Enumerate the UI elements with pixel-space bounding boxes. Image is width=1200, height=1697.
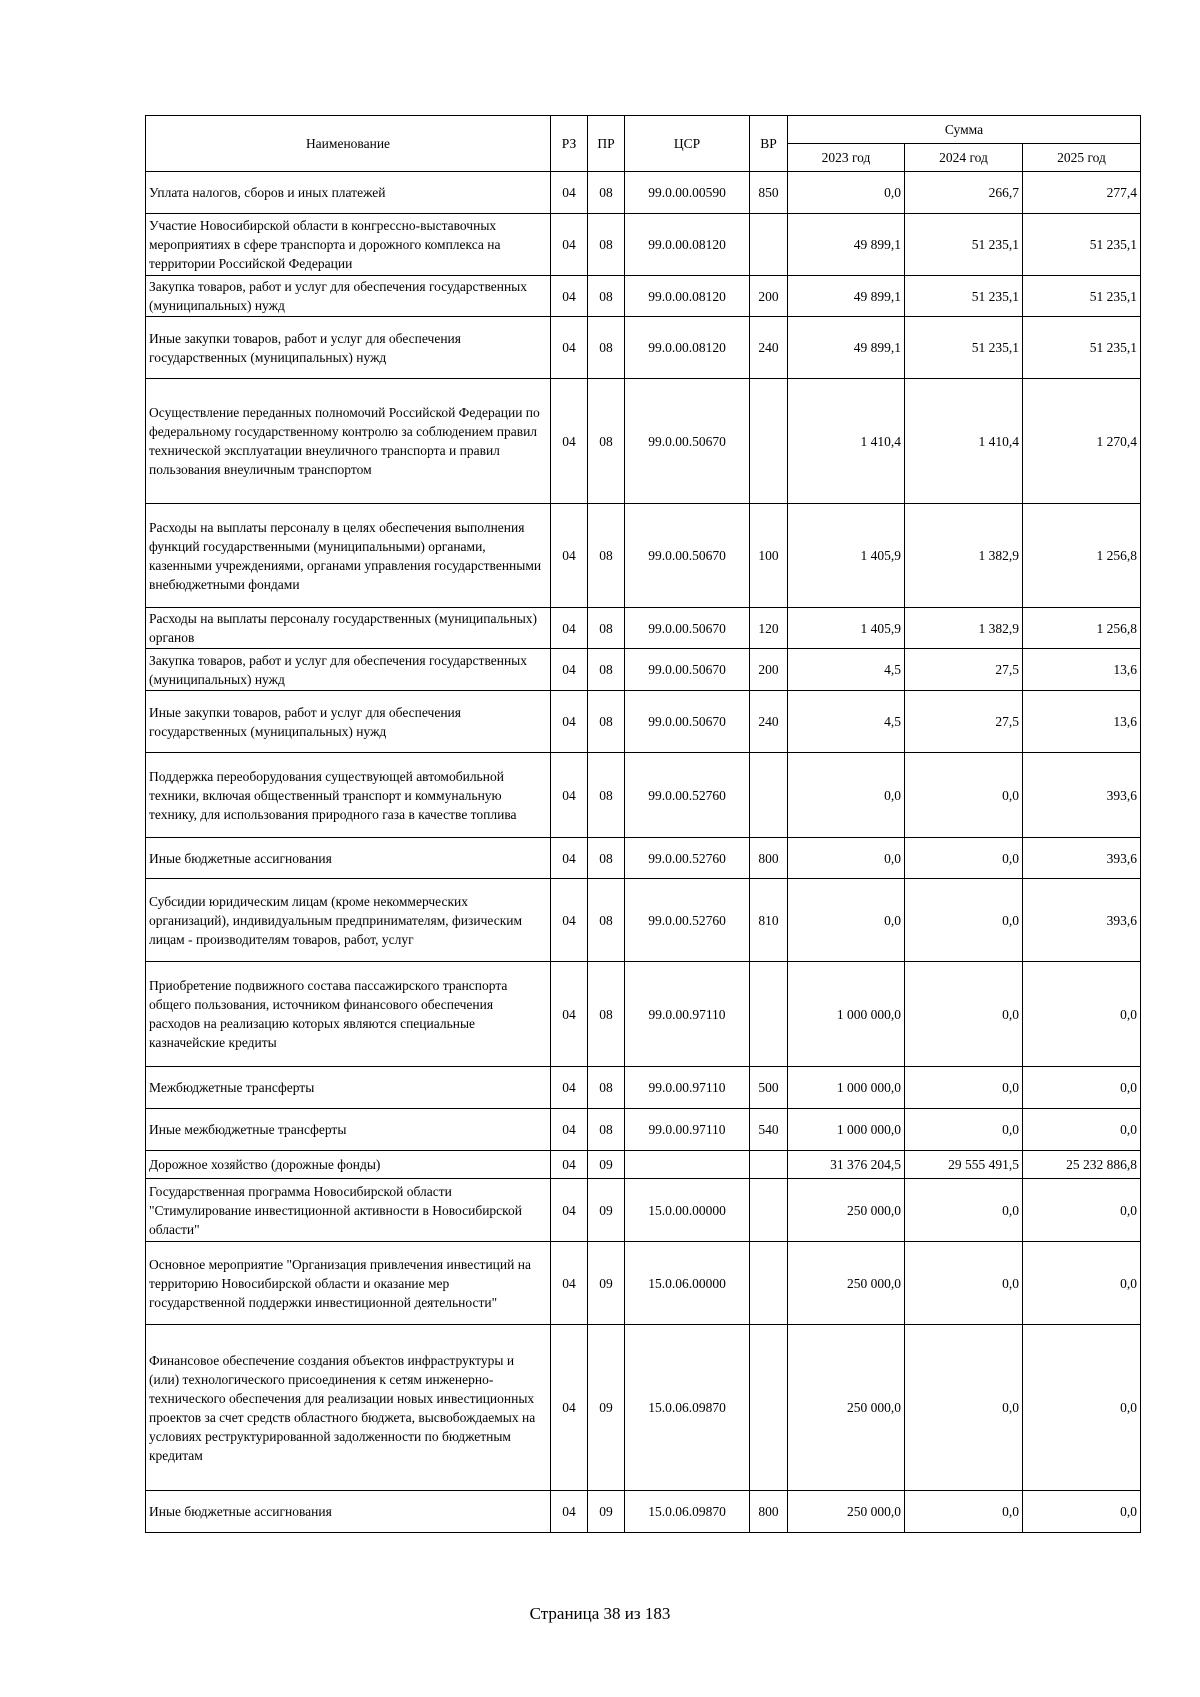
cell-2023: 250 000,0	[788, 1179, 905, 1242]
cell-name: Приобретение подвижного состава пассажирского транспорта общего пользования, источником финансового обеспечения расходов на реализацию которых являются специальные казначейские кредиты	[146, 962, 551, 1067]
cell-pr: 08	[588, 608, 625, 649]
cell-csr: 99.0.00.50670	[625, 608, 750, 649]
cell-pr: 08	[588, 1067, 625, 1109]
cell-2024: 0,0	[905, 879, 1023, 962]
cell-2025: 1 270,4	[1023, 379, 1141, 504]
table-row	[146, 214, 1141, 276]
cell-rz: 04	[551, 753, 588, 838]
cell-pr: 08	[588, 649, 625, 691]
cell-rz: 04	[551, 1179, 588, 1242]
cell-rz: 04	[551, 1491, 588, 1533]
cell-csr: 99.0.00.08120	[625, 276, 750, 317]
cell-name: Закупка товаров, работ и услуг для обеспечения государственных (муниципальных) нужд	[146, 649, 551, 691]
cell-pr: 09	[588, 1151, 625, 1179]
table-body	[146, 172, 1141, 1533]
cell-csr: 99.0.00.97110	[625, 1067, 750, 1109]
cell-csr: 99.0.00.52760	[625, 879, 750, 962]
cell-2023: 1 405,9	[788, 504, 905, 608]
cell-2025: 51 235,1	[1023, 317, 1141, 379]
table-row	[146, 962, 1141, 1067]
cell-2025: 393,6	[1023, 838, 1141, 879]
cell-pr: 08	[588, 879, 625, 962]
cell-csr: 99.0.00.52760	[625, 753, 750, 838]
cell-vr: 200	[750, 276, 788, 317]
cell-name: Расходы на выплаты персоналу государственных (муниципальных) органов	[146, 608, 551, 649]
cell-2025: 0,0	[1023, 1242, 1141, 1325]
cell-csr: 99.0.00.50670	[625, 691, 750, 753]
cell-rz: 04	[551, 276, 588, 317]
cell-pr: 08	[588, 172, 625, 214]
cell-2024: 27,5	[905, 649, 1023, 691]
cell-2025: 0,0	[1023, 1179, 1141, 1242]
cell-2023: 1 405,9	[788, 608, 905, 649]
cell-name: Осуществление переданных полномочий Российской Федерации по федеральному государственному контролю за соблюдением правил технической эксплуатации внеуличного транспорта и правил пользования внеуличным транспортом	[146, 379, 551, 504]
cell-name: Поддержка переоборудования существующей автомобильной техники, включая общественный транспорт и коммунальную технику, для использования природного газа в качестве топлива	[146, 753, 551, 838]
cell-vr	[750, 214, 788, 276]
cell-csr: 99.0.00.08120	[625, 317, 750, 379]
cell-2023: 49 899,1	[788, 276, 905, 317]
table-row	[146, 276, 1141, 317]
cell-pr: 08	[588, 838, 625, 879]
cell-rz: 04	[551, 317, 588, 379]
table-row	[146, 1179, 1141, 1242]
table-row	[146, 1109, 1141, 1151]
cell-name: Иные бюджетные ассигнования	[146, 838, 551, 879]
cell-vr: 800	[750, 1491, 788, 1533]
table-row	[146, 1067, 1141, 1109]
cell-name: Иные межбюджетные трансферты	[146, 1109, 551, 1151]
cell-name: Основное мероприятие "Организация привлечения инвестиций на территорию Новосибирской области и оказание мер государственной поддержки инвестиционной деятельности"	[146, 1242, 551, 1325]
cell-2024: 51 235,1	[905, 214, 1023, 276]
cell-2024: 0,0	[905, 962, 1023, 1067]
cell-2025: 393,6	[1023, 879, 1141, 962]
cell-rz: 04	[551, 691, 588, 753]
cell-name: Иные бюджетные ассигнования	[146, 1491, 551, 1533]
cell-rz: 04	[551, 962, 588, 1067]
cell-2024: 27,5	[905, 691, 1023, 753]
cell-2025: 393,6	[1023, 753, 1141, 838]
cell-2023: 1 000 000,0	[788, 962, 905, 1067]
cell-vr: 240	[750, 691, 788, 753]
table-row	[146, 753, 1141, 838]
cell-pr: 08	[588, 317, 625, 379]
cell-2025: 25 232 886,8	[1023, 1151, 1141, 1179]
cell-csr	[625, 1151, 750, 1179]
cell-rz: 04	[551, 608, 588, 649]
cell-pr: 09	[588, 1491, 625, 1533]
cell-2024: 266,7	[905, 172, 1023, 214]
cell-rz: 04	[551, 172, 588, 214]
cell-2025: 0,0	[1023, 1067, 1141, 1109]
cell-vr: 810	[750, 879, 788, 962]
table-row	[146, 1491, 1141, 1533]
cell-csr: 99.0.00.52760	[625, 838, 750, 879]
cell-2023: 4,5	[788, 649, 905, 691]
cell-vr	[750, 379, 788, 504]
cell-csr: 15.0.00.00000	[625, 1179, 750, 1242]
header-year-2023: 2023 год	[788, 144, 905, 172]
cell-2023: 0,0	[788, 838, 905, 879]
cell-vr	[750, 1325, 788, 1491]
cell-rz: 04	[551, 1151, 588, 1179]
cell-2025: 0,0	[1023, 1491, 1141, 1533]
table-row	[146, 317, 1141, 379]
cell-2024: 51 235,1	[905, 317, 1023, 379]
header-vr: ВР	[750, 116, 788, 172]
cell-pr: 08	[588, 504, 625, 608]
cell-2025: 1 256,8	[1023, 608, 1141, 649]
cell-csr: 99.0.00.50670	[625, 379, 750, 504]
table-row	[146, 1325, 1141, 1491]
cell-pr: 08	[588, 214, 625, 276]
cell-vr	[750, 1242, 788, 1325]
table-row	[146, 879, 1141, 962]
cell-2025: 0,0	[1023, 1109, 1141, 1151]
table-row	[146, 649, 1141, 691]
cell-2023: 250 000,0	[788, 1242, 905, 1325]
cell-pr: 09	[588, 1325, 625, 1491]
cell-2024: 51 235,1	[905, 276, 1023, 317]
cell-pr: 08	[588, 962, 625, 1067]
cell-name: Дорожное хозяйство (дорожные фонды)	[146, 1151, 551, 1179]
cell-name: Субсидии юридическим лицам (кроме некоммерческих организаций), индивидуальным предпринимателям, физическим лицам - производителям товаров, работ, услуг	[146, 879, 551, 962]
cell-rz: 04	[551, 1325, 588, 1491]
cell-2023: 31 376 204,5	[788, 1151, 905, 1179]
cell-csr: 15.0.06.00000	[625, 1242, 750, 1325]
cell-csr: 15.0.06.09870	[625, 1491, 750, 1533]
cell-pr: 08	[588, 691, 625, 753]
cell-name: Участие Новосибирской области в конгрессно-выставочных мероприятиях в сфере транспорта и дорожного комплекса на территории Российской Федерации	[146, 214, 551, 276]
cell-2024: 0,0	[905, 1325, 1023, 1491]
cell-rz: 04	[551, 1242, 588, 1325]
cell-rz: 04	[551, 879, 588, 962]
header-sum: Сумма	[788, 116, 1141, 144]
cell-2024: 0,0	[905, 1067, 1023, 1109]
cell-csr: 99.0.00.97110	[625, 962, 750, 1067]
cell-vr	[750, 1151, 788, 1179]
header-row-top	[146, 116, 1141, 144]
cell-2023: 49 899,1	[788, 214, 905, 276]
cell-2024: 1 382,9	[905, 608, 1023, 649]
cell-2023: 49 899,1	[788, 317, 905, 379]
cell-rz: 04	[551, 649, 588, 691]
cell-name: Уплата налогов, сборов и иных платежей	[146, 172, 551, 214]
cell-vr: 800	[750, 838, 788, 879]
cell-vr: 540	[750, 1109, 788, 1151]
table-row	[146, 608, 1141, 649]
cell-2025: 51 235,1	[1023, 214, 1141, 276]
cell-2023: 1 410,4	[788, 379, 905, 504]
cell-vr	[750, 1179, 788, 1242]
cell-rz: 04	[551, 214, 588, 276]
cell-2023: 0,0	[788, 753, 905, 838]
cell-csr: 99.0.00.97110	[625, 1109, 750, 1151]
cell-2025: 13,6	[1023, 649, 1141, 691]
cell-2024: 1 410,4	[905, 379, 1023, 504]
cell-csr: 99.0.00.00590	[625, 172, 750, 214]
cell-2025: 13,6	[1023, 691, 1141, 753]
header-name: Наименование	[146, 116, 551, 172]
cell-2025: 1 256,8	[1023, 504, 1141, 608]
table-row	[146, 379, 1141, 504]
cell-pr: 08	[588, 379, 625, 504]
cell-2023: 0,0	[788, 172, 905, 214]
cell-name: Закупка товаров, работ и услуг для обеспечения государственных (муниципальных) нужд	[146, 276, 551, 317]
cell-name: Расходы на выплаты персоналу в целях обеспечения выполнения функций государственными (муниципальными) органами, казенными учреждениями, органами управления государственными внебюджетными фондами	[146, 504, 551, 608]
cell-vr: 100	[750, 504, 788, 608]
table-row	[146, 172, 1141, 214]
header-pr: ПР	[588, 116, 625, 172]
cell-2024: 1 382,9	[905, 504, 1023, 608]
cell-2025: 0,0	[1023, 1325, 1141, 1491]
cell-vr: 850	[750, 172, 788, 214]
table-row	[146, 504, 1141, 608]
header-year-2025: 2025 год	[1023, 144, 1141, 172]
cell-2023: 0,0	[788, 879, 905, 962]
cell-csr: 15.0.06.09870	[625, 1325, 750, 1491]
cell-2023: 250 000,0	[788, 1325, 905, 1491]
page-number: Страница 38 из 183	[529, 1604, 671, 1623]
table-row	[146, 1151, 1141, 1179]
header-rz: РЗ	[551, 116, 588, 172]
cell-2024: 0,0	[905, 1491, 1023, 1533]
cell-name: Финансовое обеспечение создания объектов инфраструктуры и (или) технологического присоединения к сетям инженерно-технического обеспечения для реализации новых инвестиционных проектов за счет средств областного бюджета, высвобождаемых на условиях реструктурированной задолженности по бюджетным кредитам	[146, 1325, 551, 1491]
cell-vr	[750, 962, 788, 1067]
header-csr: ЦСР	[625, 116, 750, 172]
cell-rz: 04	[551, 838, 588, 879]
cell-name: Иные закупки товаров, работ и услуг для обеспечения государственных (муниципальных) нужд	[146, 691, 551, 753]
cell-vr: 500	[750, 1067, 788, 1109]
header-year-2024: 2024 год	[905, 144, 1023, 172]
cell-pr: 08	[588, 276, 625, 317]
cell-2024: 0,0	[905, 753, 1023, 838]
cell-name: Иные закупки товаров, работ и услуг для обеспечения государственных (муниципальных) нужд	[146, 317, 551, 379]
table-row	[146, 838, 1141, 879]
cell-2025: 51 235,1	[1023, 276, 1141, 317]
cell-2025: 277,4	[1023, 172, 1141, 214]
cell-2024: 29 555 491,5	[905, 1151, 1023, 1179]
table-row	[146, 1242, 1141, 1325]
cell-rz: 04	[551, 1067, 588, 1109]
cell-2024: 0,0	[905, 838, 1023, 879]
cell-pr: 09	[588, 1179, 625, 1242]
cell-vr: 200	[750, 649, 788, 691]
cell-2024: 0,0	[905, 1109, 1023, 1151]
cell-pr: 08	[588, 1109, 625, 1151]
cell-2023: 1 000 000,0	[788, 1109, 905, 1151]
cell-2024: 0,0	[905, 1179, 1023, 1242]
cell-csr: 99.0.00.50670	[625, 504, 750, 608]
cell-rz: 04	[551, 504, 588, 608]
cell-rz: 04	[551, 1109, 588, 1151]
cell-2024: 0,0	[905, 1242, 1023, 1325]
cell-rz: 04	[551, 379, 588, 504]
cell-csr: 99.0.00.08120	[625, 214, 750, 276]
cell-vr: 120	[750, 608, 788, 649]
cell-2023: 250 000,0	[788, 1491, 905, 1533]
cell-csr: 99.0.00.50670	[625, 649, 750, 691]
cell-pr: 09	[588, 1242, 625, 1325]
cell-2023: 1 000 000,0	[788, 1067, 905, 1109]
cell-2025: 0,0	[1023, 962, 1141, 1067]
budget-table	[145, 115, 1141, 1533]
cell-vr: 240	[750, 317, 788, 379]
cell-name: Межбюджетные трансферты	[146, 1067, 551, 1109]
cell-2023: 4,5	[788, 691, 905, 753]
table-row	[146, 691, 1141, 753]
cell-name: Государственная программа Новосибирской области "Стимулирование инвестиционной активности в Новосибирской области"	[146, 1179, 551, 1242]
cell-pr: 08	[588, 753, 625, 838]
cell-vr	[750, 753, 788, 838]
